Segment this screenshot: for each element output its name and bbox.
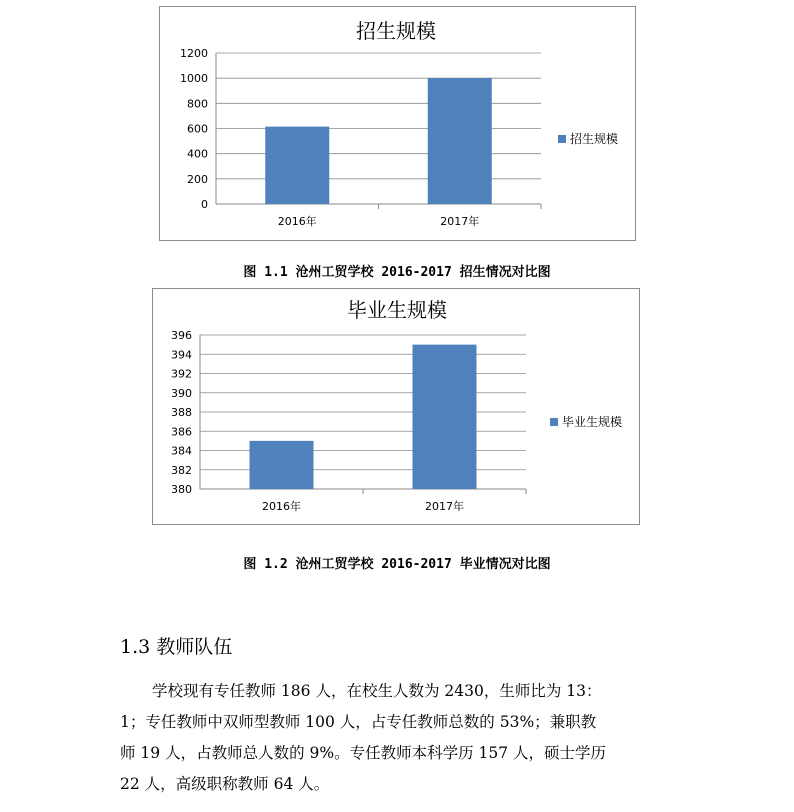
chart-graduates <box>152 288 640 525</box>
y-tick-label: 380 <box>171 483 192 496</box>
figure-caption-1: 图 1.1 沧州工贸学校 2016-2017 招生情况对比图 <box>243 265 551 280</box>
y-tick-label: 394 <box>171 348 192 362</box>
legend-swatch <box>550 418 558 426</box>
paragraph-line-3: 师 19 人，占教师总人数的 9%。专任教师本科学历 157 人，硕士学历 <box>120 744 607 762</box>
y-tick-label: 800 <box>187 97 208 111</box>
section-title: 1.3 教师队伍 <box>120 636 233 658</box>
chart-title: 毕业生规模 <box>347 298 447 322</box>
bar-2016年 <box>250 441 314 489</box>
y-tick-label: 396 <box>171 329 192 342</box>
y-tick-label: 0 <box>201 198 208 211</box>
x-tick-label: 2016年 <box>277 215 317 228</box>
legend-label: 毕业生规模 <box>562 415 623 429</box>
y-tick-label: 392 <box>171 367 192 381</box>
paragraph-first-text: 学校现有专任教师 186 人，在校生人数为 2430，生师比为 13： <box>152 682 602 700</box>
y-tick-label: 600 <box>187 122 208 136</box>
paragraph-line-1 <box>120 676 680 707</box>
section-body <box>120 676 680 800</box>
y-tick-label: 388 <box>171 406 192 419</box>
y-tick-label: 390 <box>171 386 192 400</box>
y-tick-label: 400 <box>187 147 208 161</box>
x-tick-label: 2017年 <box>440 215 480 228</box>
paragraph-line-4: 22 人，高级职称教师 64 人。 <box>120 775 330 793</box>
chart-title: 招生规模 <box>356 19 436 43</box>
y-tick-label: 382 <box>171 463 192 477</box>
chart-graduates-svg <box>153 289 641 526</box>
figure-caption-2: 图 1.2 沧州工贸学校 2016-2017 毕业情况对比图 <box>243 557 551 572</box>
chart-enrollment-svg <box>160 7 637 242</box>
legend-label: 招生规模 <box>570 132 619 146</box>
legend-swatch <box>558 135 566 143</box>
bar-2017年 <box>413 345 477 489</box>
chart-enrollment <box>159 6 636 241</box>
y-tick-label: 384 <box>171 444 192 458</box>
y-tick-label: 200 <box>187 172 208 186</box>
bar-2016年 <box>265 127 329 204</box>
bar-2017年 <box>428 78 492 204</box>
paragraph-line-2: 1；专任教师中双师型教师 100 人，占专任教师总数的 53%；兼职教 <box>120 713 597 731</box>
x-tick-label: 2017年 <box>425 500 464 513</box>
x-tick-label: 2016年 <box>262 500 301 513</box>
y-tick-label: 1000 <box>180 72 208 86</box>
y-tick-label: 386 <box>171 425 192 439</box>
y-tick-label: 1200 <box>180 47 208 60</box>
